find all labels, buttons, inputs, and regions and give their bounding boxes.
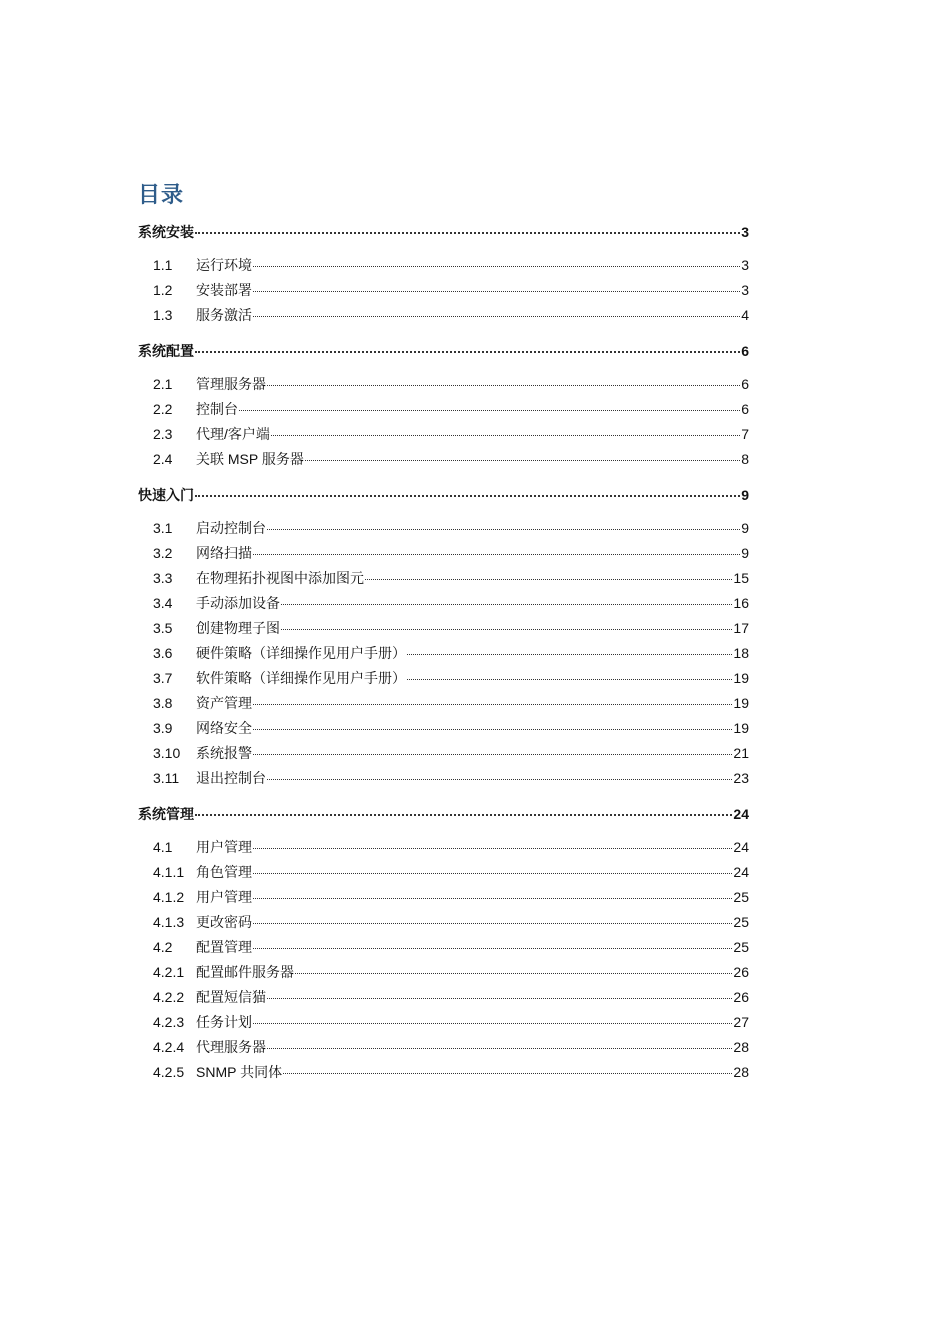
toc-section-entry[interactable] [138, 935, 749, 960]
dot-leader [267, 529, 740, 530]
toc-entry-title: 运行环境 [196, 257, 252, 273]
toc-entry-number: 3.1 [153, 520, 173, 536]
toc-entry-page-number: 16 [733, 595, 749, 611]
dot-leader [253, 848, 732, 849]
toc-entry-title: 角色管理 [196, 864, 252, 880]
dot-leader [253, 873, 732, 874]
toc-entry-number: 3.2 [153, 545, 173, 561]
toc-entry-number: 4.1 [153, 839, 173, 855]
toc-section-entry[interactable] [138, 985, 749, 1010]
dot-leader [281, 629, 732, 630]
toc-entry-title: 软件策略（详细操作见用户手册） [196, 670, 406, 686]
toc-entry-page-number: 25 [733, 914, 749, 930]
toc-entry-page-number: 3 [741, 257, 749, 273]
toc-entry-number: 4.1.1 [153, 864, 185, 880]
toc-entry-title: 系统安装 [138, 224, 194, 240]
toc-section-entry[interactable] [138, 910, 749, 935]
toc-entry-title: SNMP 共同体 [196, 1064, 283, 1080]
toc-entry-number: 3.6 [153, 645, 173, 661]
toc-entry-title: 控制台 [196, 401, 238, 417]
dot-leader [253, 704, 732, 705]
toc-section-entry[interactable] [138, 566, 749, 591]
toc-entry-page-number: 15 [733, 570, 749, 586]
toc-entry-page-number: 6 [741, 376, 749, 392]
toc-chapter-entry[interactable] [138, 484, 749, 506]
toc-entry-page-number: 25 [733, 939, 749, 955]
toc-section-entry[interactable] [138, 835, 749, 860]
dot-leader [195, 814, 732, 816]
dot-leader [271, 435, 740, 436]
toc-entry-page-number: 27 [733, 1014, 749, 1030]
toc-entry-page-number: 9 [741, 520, 749, 536]
toc-section-entry[interactable] [138, 666, 749, 691]
toc-section-entry[interactable] [138, 860, 749, 885]
toc-section-entry[interactable] [138, 716, 749, 741]
toc-entry-title: 在物理拓扑视图中添加图元 [196, 570, 364, 586]
dot-leader [267, 1048, 732, 1049]
toc-entry-title: 硬件策略（详细操作见用户手册） [196, 645, 406, 661]
toc-entry-page-number: 19 [733, 695, 749, 711]
toc-entry-title: 用户管理 [196, 839, 252, 855]
toc-chapter-entry[interactable] [138, 803, 749, 825]
toc-entry-page-number: 23 [733, 770, 749, 786]
dot-leader [253, 554, 740, 555]
toc-entry-title: 服务激活 [196, 307, 252, 323]
toc-section-entry[interactable] [138, 516, 749, 541]
toc-entry-number: 4.2.1 [153, 964, 185, 980]
dot-leader [239, 410, 740, 411]
toc-entry-title: 关联 MSP 服务器 [196, 451, 304, 467]
toc-entry-number: 4.2.5 [153, 1064, 185, 1080]
toc-entry-title: 用户管理 [196, 889, 252, 905]
toc-entry-title: 配置管理 [196, 939, 252, 955]
dot-leader [305, 460, 740, 461]
toc-entry-page-number: 4 [741, 307, 749, 323]
toc-entry-number: 4.2 [153, 939, 173, 955]
toc-entry-title: 资产管理 [196, 695, 252, 711]
toc-entry-page-number: 24 [733, 806, 749, 822]
dot-leader [195, 232, 740, 234]
toc-entry-number: 2.2 [153, 401, 173, 417]
toc-section-entry[interactable] [138, 422, 749, 447]
toc-entry-title: 快速入门 [138, 487, 194, 503]
toc-entry-number: 3.7 [153, 670, 173, 686]
toc-entry-number: 4.2.2 [153, 989, 185, 1005]
toc-entry-page-number: 24 [733, 864, 749, 880]
toc-section-entry[interactable] [138, 616, 749, 641]
toc-entry-page-number: 3 [741, 282, 749, 298]
toc-entry-page-number: 25 [733, 889, 749, 905]
toc-entry-number: 3.8 [153, 695, 173, 711]
toc-section-entry[interactable] [138, 541, 749, 566]
toc-section-entry[interactable] [138, 691, 749, 716]
toc-entry-title: 网络安全 [196, 720, 252, 736]
toc-section-entry[interactable] [138, 885, 749, 910]
toc-section-entry[interactable] [138, 591, 749, 616]
dot-leader [407, 679, 732, 680]
dot-leader [267, 998, 732, 999]
toc-chapter-entry[interactable] [138, 221, 749, 243]
toc-entry-number: 1.3 [153, 307, 173, 323]
dot-leader [253, 923, 732, 924]
toc-entry-number: 3.10 [153, 745, 181, 761]
toc-section-entry[interactable] [138, 641, 749, 666]
toc-entry-title: 系统管理 [138, 806, 194, 822]
dot-leader [253, 729, 732, 730]
dot-leader [253, 266, 740, 267]
toc-entry-number: 2.1 [153, 376, 173, 392]
toc-entry-title: 系统报警 [196, 745, 252, 761]
toc-section-entry[interactable] [138, 397, 749, 422]
toc-entry-number: 1.1 [153, 257, 173, 273]
toc-entry-page-number: 24 [733, 839, 749, 855]
toc-entry-title: 代理/客户端 [196, 426, 270, 442]
toc-entry-number: 4.2.3 [153, 1014, 185, 1030]
toc-entry-title: 退出控制台 [196, 770, 266, 786]
toc-section-entry[interactable] [138, 372, 749, 397]
dot-leader [253, 1023, 732, 1024]
dot-leader [295, 973, 732, 974]
toc-entry-number: 3.4 [153, 595, 173, 611]
toc-entry-page-number: 9 [741, 487, 749, 503]
toc-entry-page-number: 6 [741, 401, 749, 417]
toc-entry-page-number: 9 [741, 545, 749, 561]
toc-entry-page-number: 18 [733, 645, 749, 661]
toc-entry-number: 3.3 [153, 570, 173, 586]
dot-leader [365, 579, 732, 580]
toc-heading: 目录 [138, 183, 185, 208]
toc-entry-title: 系统配置 [138, 343, 194, 359]
toc-entry-page-number: 6 [741, 343, 749, 359]
toc-entry-title: 管理服务器 [196, 376, 266, 392]
toc-entry-title: 网络扫描 [196, 545, 252, 561]
dot-leader [195, 351, 740, 353]
toc-entry-number: 4.1.3 [153, 914, 185, 930]
dot-leader [267, 779, 732, 780]
dot-leader [195, 495, 740, 497]
toc-entry-number: 2.4 [153, 451, 173, 467]
toc-entry-title: 任务计划 [196, 1014, 252, 1030]
toc-entry-number: 1.2 [153, 282, 173, 298]
toc-section-entry[interactable] [138, 1060, 749, 1085]
toc-entry-page-number: 19 [733, 670, 749, 686]
table-of-contents [138, 221, 749, 1085]
toc-section-entry[interactable] [138, 278, 749, 303]
dot-leader [281, 604, 732, 605]
toc-section-entry[interactable] [138, 447, 749, 472]
dot-leader [267, 385, 740, 386]
toc-entry-page-number: 28 [733, 1039, 749, 1055]
toc-entry-title: 配置邮件服务器 [196, 964, 294, 980]
toc-entry-title: 创建物理子图 [196, 620, 280, 636]
toc-entry-page-number: 19 [733, 720, 749, 736]
toc-section-entry[interactable] [138, 1010, 749, 1035]
toc-section-entry[interactable] [138, 741, 749, 766]
toc-entry-page-number: 3 [741, 224, 749, 240]
toc-section-entry[interactable] [138, 253, 749, 278]
toc-entry-title: 更改密码 [196, 914, 252, 930]
toc-entry-title: 手动添加设备 [196, 595, 280, 611]
toc-entry-number: 2.3 [153, 426, 173, 442]
dot-leader [283, 1073, 732, 1074]
toc-entry-title: 配置短信猫 [196, 989, 266, 1005]
toc-entry-number: 4.2.4 [153, 1039, 185, 1055]
toc-entry-title: 代理服务器 [196, 1039, 266, 1055]
toc-entry-page-number: 21 [733, 745, 749, 761]
toc-entry-number: 3.11 [153, 770, 180, 786]
dot-leader [253, 948, 732, 949]
toc-chapter-entry[interactable] [138, 340, 749, 362]
toc-entry-title: 启动控制台 [196, 520, 266, 536]
toc-entry-title: 安装部署 [196, 282, 252, 298]
toc-entry-number: 4.1.2 [153, 889, 185, 905]
toc-entry-page-number: 7 [741, 426, 749, 442]
toc-section-entry[interactable] [138, 766, 749, 791]
dot-leader [407, 654, 732, 655]
toc-section-entry[interactable] [138, 960, 749, 985]
dot-leader [253, 898, 732, 899]
dot-leader [253, 316, 740, 317]
toc-entry-number: 3.9 [153, 720, 173, 736]
toc-entry-page-number: 28 [733, 1064, 749, 1080]
toc-entry-page-number: 26 [733, 989, 749, 1005]
dot-leader [253, 754, 732, 755]
toc-section-entry[interactable] [138, 303, 749, 328]
toc-entry-number: 3.5 [153, 620, 173, 636]
toc-entry-page-number: 26 [733, 964, 749, 980]
toc-entry-page-number: 17 [733, 620, 749, 636]
toc-entry-page-number: 8 [741, 451, 749, 467]
toc-section-entry[interactable] [138, 1035, 749, 1060]
dot-leader [253, 291, 740, 292]
